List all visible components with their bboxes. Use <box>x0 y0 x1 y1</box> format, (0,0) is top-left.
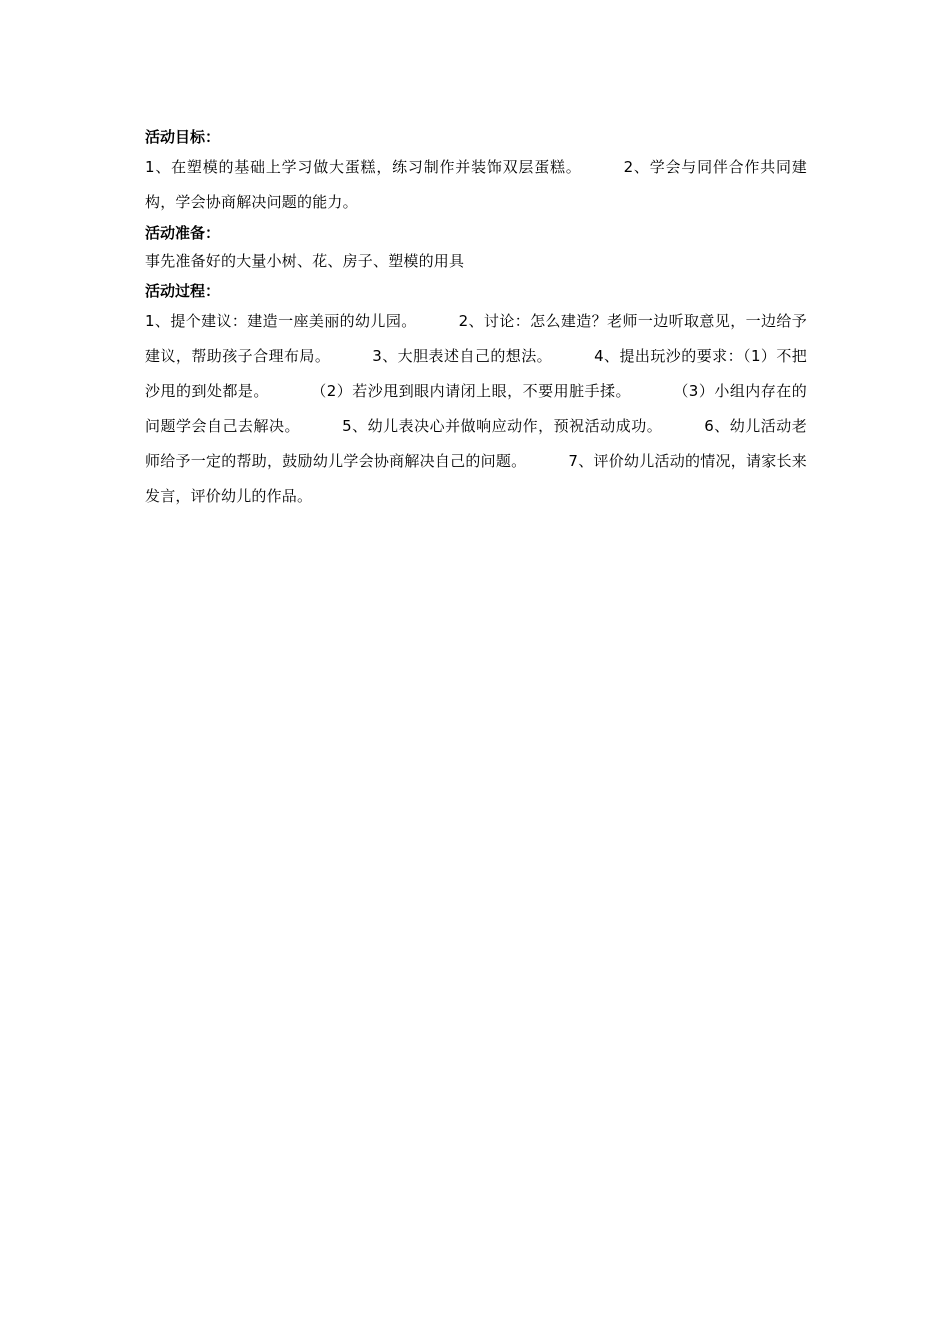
process-item-2: 2、讨论：怎么建造？老师一边听取意见，一边给予建议，帮助孩子合理布局。 <box>145 312 807 365</box>
goal-heading: 活动目标： <box>145 128 221 146</box>
goal-item-2: 2、学会与同伴合作共同建构，学会协商解决问题的能力。 <box>145 158 807 211</box>
process-item-4-2: （2）若沙甩到眼内请闭上眼，不要用脏手揉。 <box>310 382 632 400</box>
process-item-4-3: （3）小组内存在的问题学会自己去解决。 <box>145 382 807 435</box>
process-paragraph <box>145 304 807 514</box>
process-item-4: 4、提出玩沙的要求：（1）不把沙甩的到处都是。 <box>145 347 807 400</box>
prep-heading: 活动准备： <box>145 224 221 242</box>
document-page <box>145 124 807 514</box>
prep-text: 事先准备好的大量小树、花、房子、塑模的用具 <box>145 252 465 270</box>
process-item-3: 3、大胆表述自己的想法。 <box>372 347 553 365</box>
goal-paragraph <box>145 150 807 220</box>
process-item-1: 1、提个建议：建造一座美丽的幼儿园。 <box>145 312 417 330</box>
process-item-5: 5、幼儿表决心并做响应动作，预祝活动成功。 <box>342 417 663 435</box>
goal-item-1: 1、在塑模的基础上学习做大蛋糕，练习制作并装饰双层蛋糕。 <box>145 158 582 176</box>
process-heading: 活动过程： <box>145 282 221 300</box>
process-item-6: 6、幼儿活动老师给予一定的帮助，鼓励幼儿学会协商解决自己的问题。 <box>145 417 807 470</box>
process-item-7: 7、评价幼儿活动的情况，请家长来发言，评价幼儿的作品。 <box>145 452 807 505</box>
